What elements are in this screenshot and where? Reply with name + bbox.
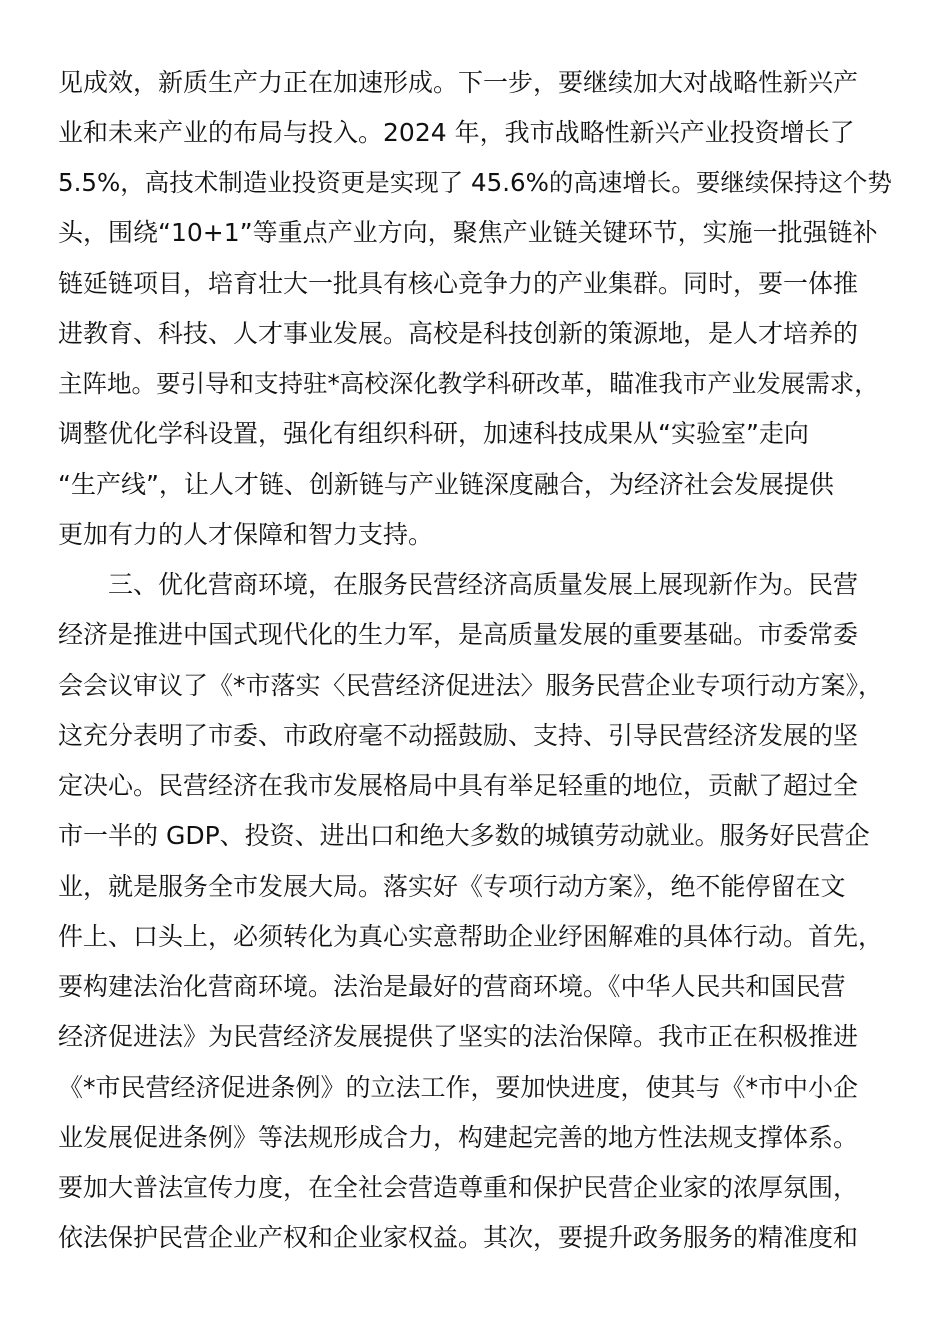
text-line: “生产线”，让人才链、创新链与产业链深度融合，为经济社会发展提供 [58,470,834,499]
text-line: 件上、口头上，必须转化为真心实意帮助企业纾困解难的具体行动。首先， [58,922,884,951]
text-line: 要加大普法宣传力度，在全社会营造尊重和保护民营企业家的浓厚氛围， [58,1173,859,1202]
text-line: 依法保护民营企业产权和企业家权益。其次，要提升政务服务的精准度和 [58,1223,859,1252]
text-line: 市一半的 GDP、投资、进出口和绝大多数的城镇劳动就业。服务好民营企 [58,821,870,850]
text-line: 要构建法治化营商环境。法治是最好的营商环境。《中华人民共和国民营 [58,972,846,1001]
text-line: 更加有力的人才保障和智力支持。 [58,520,434,549]
text-line: 链延链项目，培育壮大一批具有核心竞争力的产业集群。同时，要一体推 [58,269,859,298]
text-line: 头，围绕“10+1”等重点产业方向，聚焦产业链关键环节，实施一批强链补 [58,218,878,247]
text-line: 定决心。民营经济在我市发展格局中具有举足轻重的地位，贡献了超过全 [58,771,859,800]
text-line: 《*市民营经济促进条例》的立法工作，要加快进度，使其与《*市中小企 [58,1073,859,1102]
text-line: 进教育、科技、人才事业发展。高校是科技创新的策源地，是人才培养的 [58,319,859,348]
text-line: 经济促进法》为民营经济发展提供了坚实的法治保障。我市正在积极推进 [58,1022,859,1051]
text-line: 这充分表明了市委、市政府毫不动摇鼓励、支持、引导民营经济发展的坚 [58,721,859,750]
text-line: 业，就是服务全市发展大局。落实好《专项行动方案》，绝不能停留在文 [58,872,846,901]
text-line: 调整优化学科设置，强化有组织科研，加速科技成果从“实验室”走向 [58,419,809,448]
text-line: 见成效，新质生产力正在加速形成。下一步，要继续加大对战略性新兴产 [58,68,859,97]
text-line: 经济是推进中国式现代化的生力军，是高质量发展的重要基础。市委常委 [58,620,859,649]
text-line: 业和未来产业的布局与投入。2024 年，我市战略性新兴产业投资增长了 [58,118,855,147]
text-line: 主阵地。要引导和支持驻*高校深化教学科研改革，瞄准我市产业发展需求， [58,369,879,398]
text-line: 会会议审议了《*市落实〈民营经济促进法〉服务民营企业专项行动方案》， [58,671,884,700]
section-heading-line: 三、优化营商环境，在服务民营经济高质量发展上展现新作为。民营 [108,570,859,599]
text-line: 业发展促进条例》等法规形成合力，构建起完善的地方性法规支撑体系。 [58,1123,859,1152]
text-line: 5.5%，高技术制造业投资更是实现了 45.6%的高速增长。要继续保持这个势 [58,168,892,197]
